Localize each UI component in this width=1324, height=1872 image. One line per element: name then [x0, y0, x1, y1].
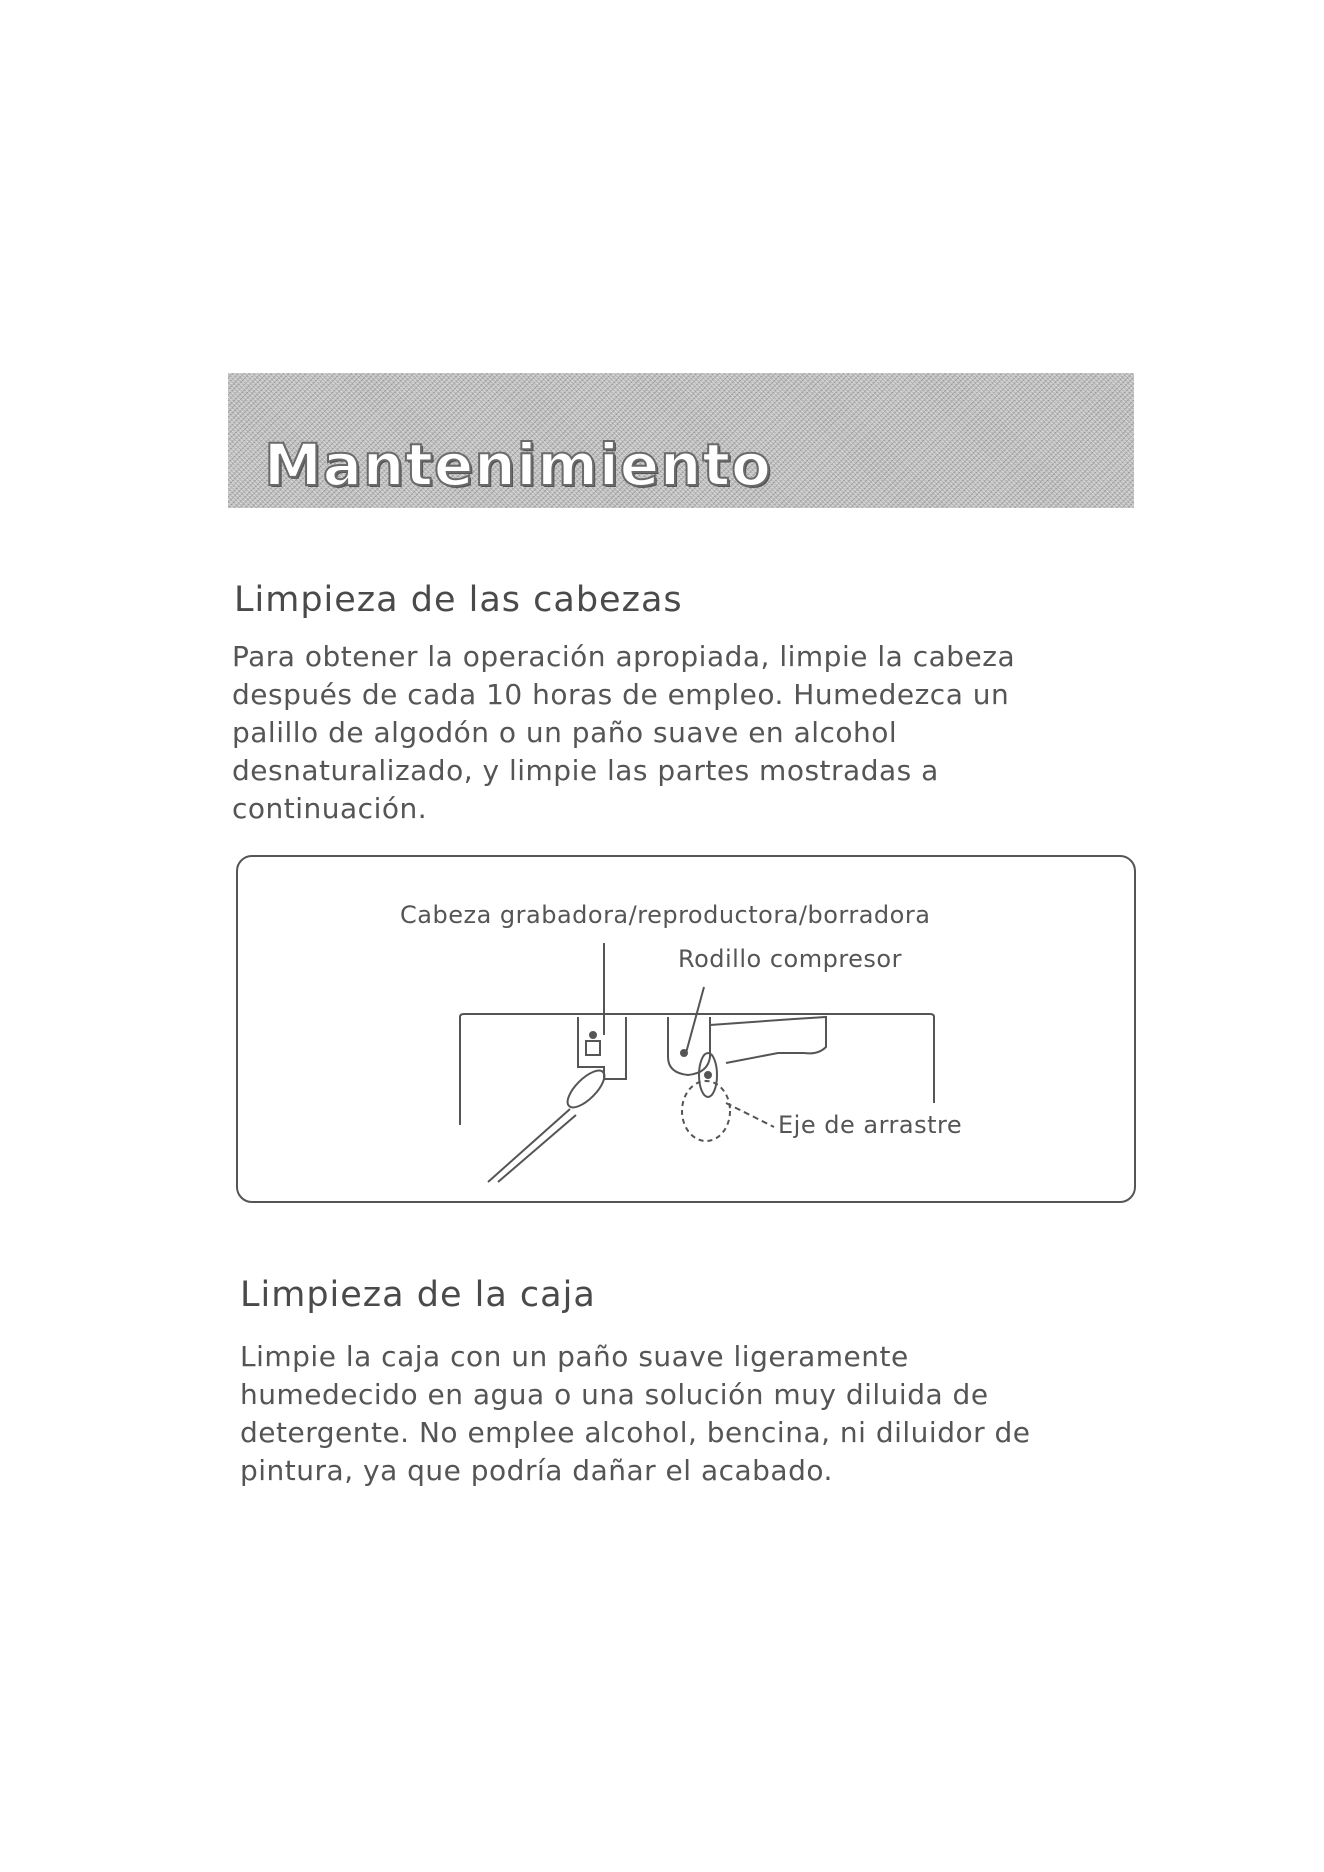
paragraph-line: después de cada 10 horas de empleo. Humedezca un [232, 678, 1010, 711]
roller-dot [681, 1050, 687, 1056]
paragraph-cabinet-cleaning [240, 1338, 1031, 1490]
head-gap [586, 1041, 600, 1055]
swab-stick [488, 1109, 570, 1182]
capstan-dot [705, 1072, 711, 1078]
roller-leader-line [686, 987, 704, 1053]
label-recording-head: Cabeza grabadora/reproductora/borradora [400, 901, 931, 929]
banner-title: Mantenimiento [264, 431, 772, 499]
head-cleaning-diagram [236, 855, 1136, 1203]
paragraph-line: pintura, ya que podría dañar el acabado. [240, 1454, 833, 1487]
head-dot [590, 1032, 596, 1038]
heading-cabinet-cleaning: Limpieza de la caja [240, 1275, 596, 1315]
deck-outline [460, 1014, 934, 1125]
capstan-base [682, 1081, 730, 1141]
heading-head-cleaning: Limpieza de las cabezas [234, 580, 683, 620]
paragraph-line: humedecido en agua o una solución muy diluida de [240, 1378, 989, 1411]
paragraph-head-cleaning [232, 638, 1015, 828]
pinch-roller [668, 1017, 710, 1075]
paragraph-line: Para obtener la operación apropiada, limpie la cabeza [232, 640, 1016, 673]
cotton-swab-tip [562, 1065, 610, 1113]
label-pinch-roller: Rodillo compresor [678, 945, 902, 973]
swab-stick [498, 1115, 576, 1182]
label-capstan: Eje de arrastre [778, 1111, 963, 1139]
section-banner [228, 373, 1134, 508]
paragraph-line: Limpie la caja con un paño suave ligeramente [240, 1340, 909, 1373]
paragraph-line: desnaturalizado, y limpie las partes mostradas a [232, 754, 939, 787]
roller-arm [710, 1017, 826, 1063]
paragraph-line: palillo de algodón o un paño suave en alcohol [232, 716, 898, 749]
paragraph-line: continuación. [232, 792, 428, 825]
shaft-leader-line [726, 1103, 774, 1127]
paragraph-line: detergente. No emplee alcohol, bencina, ni diluidor de [240, 1416, 1031, 1449]
